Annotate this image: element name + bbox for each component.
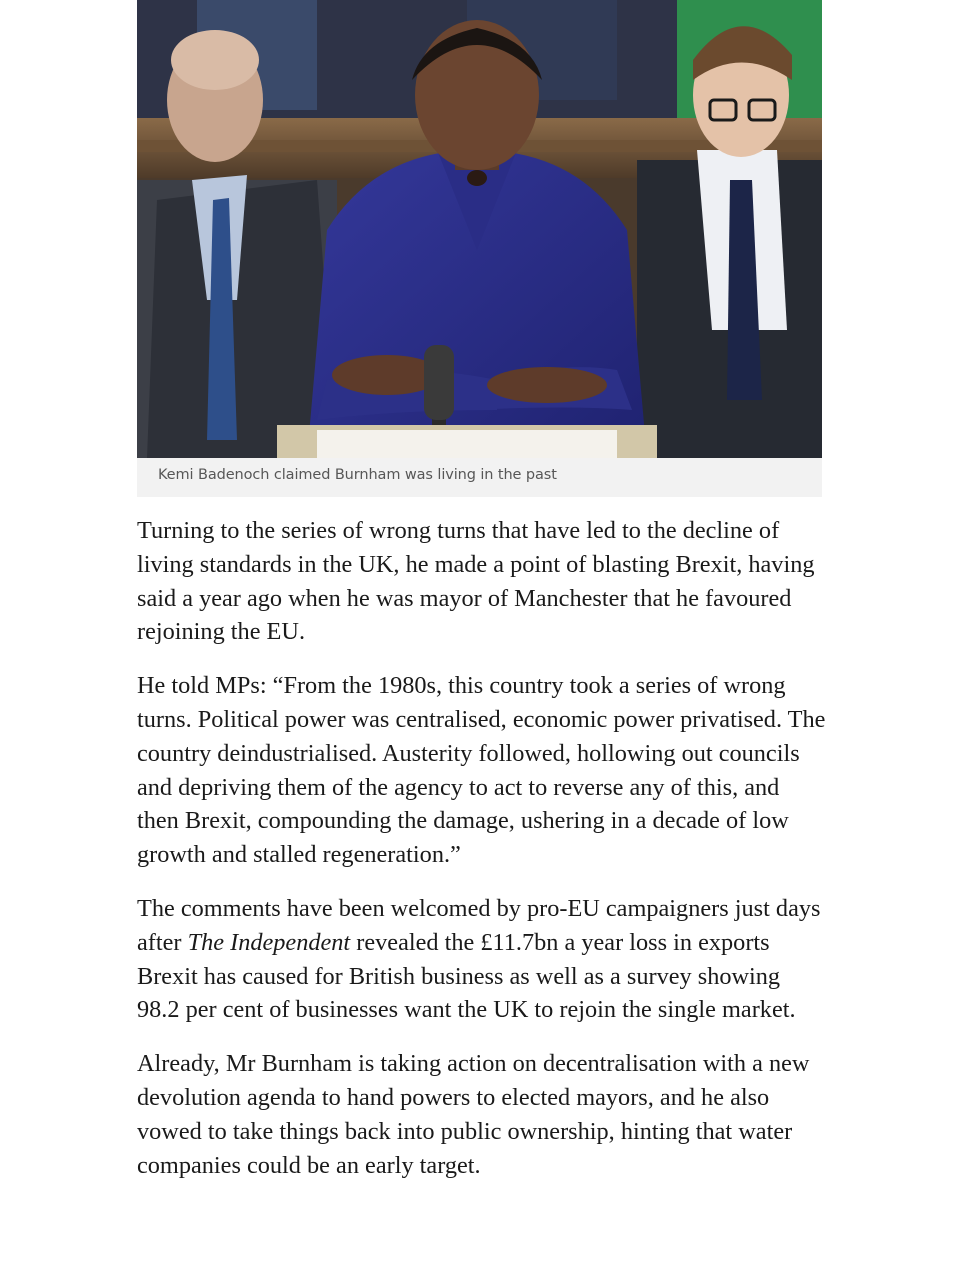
publication-name: The Independent (187, 928, 351, 956)
paragraph-text: revealed the £11.7bn a year loss in exports Brexit has caused for British business as well as a survey showing 98.2 per cent of businesses want the UK to rejoin the single market. (137, 928, 796, 1024)
article-paragraph (137, 892, 827, 1027)
paragraph-text: The comments have been welcomed by pro-EU campaigners just days after (137, 894, 821, 956)
article-paragraph: Already, Mr Burnham is taking action on decentralisation with a new devolution agenda to hand powers to elected mayors, and he also vowed to take things back into public ownership, hinting that water companies could be an early target. (137, 1050, 810, 1179)
article-photo[interactable] (137, 0, 822, 458)
figure-caption: Kemi Badenoch claimed Burnham was living in the past (137, 458, 822, 497)
article-paragraph: He told MPs: “From the 1980s, this country took a series of wrong turns. Political power was centralised, economic power privatised. The country deindustrialised. Austerity followed, hollowing out councils and depriving them of the agency to act to reverse any of this, and then Brexit, compounding the damage, ushering in a decade of low growth and stalled regeneration.” (137, 672, 826, 869)
article-body (137, 514, 827, 1202)
article-paragraph: Turning to the series of wrong turns that have led to the decline of living standards in the UK, he made a point of blasting Brexit, having said a year ago when he was mayor of Manchester that he favoured rejoining the EU. (137, 517, 815, 646)
article-figure (137, 0, 822, 497)
